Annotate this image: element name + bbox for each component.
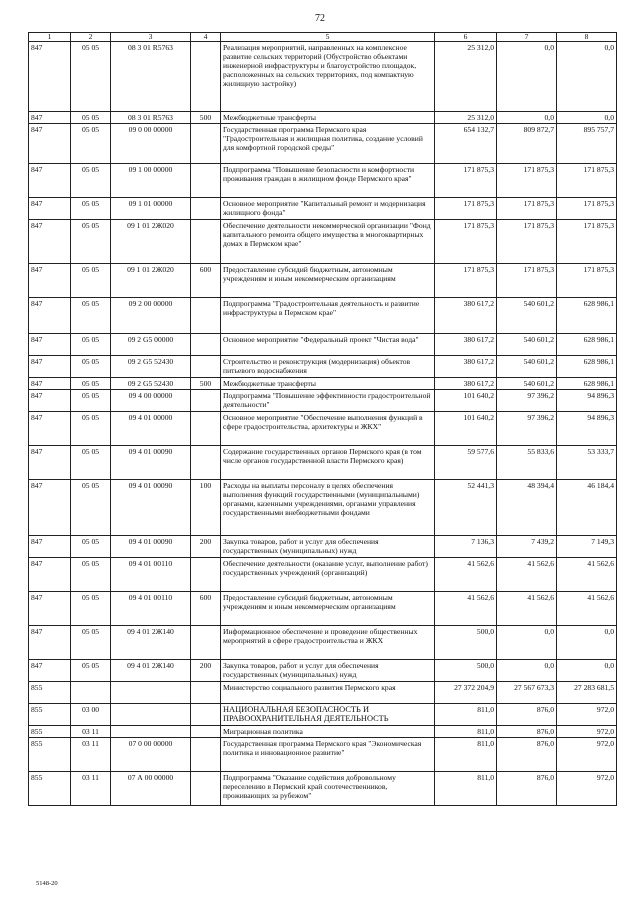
cell-admin-code: 847 <box>29 446 71 480</box>
cell-description: Межбюджетные трансферты <box>221 112 435 124</box>
table-row <box>29 390 617 412</box>
cell-expense-type: 600 <box>191 592 221 626</box>
cell-amount-year1: 380 617,2 <box>435 334 497 356</box>
column-header-7: 7 <box>497 33 557 42</box>
cell-expense-type <box>191 772 221 806</box>
cell-amount-year2: 171 875,3 <box>497 220 557 264</box>
cell-amount-year3: 171 875,3 <box>557 164 617 198</box>
cell-target-article: 09 4 00 00000 <box>111 390 191 412</box>
cell-amount-year3: 0,0 <box>557 42 617 112</box>
table-row <box>29 626 617 660</box>
cell-expense-type: 600 <box>191 264 221 298</box>
cell-amount-year3: 972,0 <box>557 772 617 806</box>
cell-amount-year1: 171 875,3 <box>435 164 497 198</box>
cell-amount-year3: 628 986,1 <box>557 334 617 356</box>
cell-amount-year3: 171 875,3 <box>557 264 617 298</box>
cell-amount-year1: 27 372 204,9 <box>435 682 497 704</box>
cell-section-code: 05 05 <box>71 356 111 378</box>
cell-target-article: 08 3 01 R5763 <box>111 112 191 124</box>
cell-expense-type: 500 <box>191 112 221 124</box>
cell-amount-year1: 41 562,6 <box>435 592 497 626</box>
cell-description: Миграционная политика <box>221 726 435 738</box>
cell-section-code: 05 05 <box>71 264 111 298</box>
cell-amount-year3: 171 875,3 <box>557 220 617 264</box>
table-row <box>29 704 617 726</box>
cell-target-article: 09 4 01 2Ж140 <box>111 660 191 682</box>
cell-amount-year3: 0,0 <box>557 626 617 660</box>
table-row <box>29 264 617 298</box>
cell-amount-year1: 380 617,2 <box>435 356 497 378</box>
table-row <box>29 480 617 536</box>
table-row <box>29 298 617 334</box>
cell-admin-code: 847 <box>29 112 71 124</box>
cell-admin-code: 855 <box>29 704 71 726</box>
cell-target-article: 09 1 01 2Ж020 <box>111 220 191 264</box>
cell-amount-year3: 41 562,6 <box>557 592 617 626</box>
cell-target-article: 09 4 01 2Ж140 <box>111 626 191 660</box>
cell-target-article: 09 4 01 00110 <box>111 558 191 592</box>
cell-amount-year2: 171 875,3 <box>497 164 557 198</box>
cell-expense-type <box>191 42 221 112</box>
cell-description: Предоставление субсидий бюджетным, автономным учреждениям и иным некоммерческим организациям <box>221 592 435 626</box>
cell-description: Основное мероприятие "Капитальный ремонт и модернизация жилищного фонда" <box>221 198 435 220</box>
cell-amount-year1: 811,0 <box>435 704 497 726</box>
table-row <box>29 198 617 220</box>
cell-expense-type <box>191 412 221 446</box>
cell-amount-year1: 500,0 <box>435 626 497 660</box>
table-row <box>29 378 617 390</box>
cell-section-code: 05 05 <box>71 660 111 682</box>
cell-amount-year1: 500,0 <box>435 660 497 682</box>
cell-target-article: 09 4 01 00000 <box>111 412 191 446</box>
cell-expense-type <box>191 446 221 480</box>
table-row <box>29 220 617 264</box>
cell-section-code: 05 05 <box>71 592 111 626</box>
cell-target-article: 09 2 G5 52430 <box>111 356 191 378</box>
cell-target-article: 09 4 01 00090 <box>111 536 191 558</box>
cell-admin-code: 847 <box>29 592 71 626</box>
cell-amount-year2: 876,0 <box>497 772 557 806</box>
cell-amount-year2: 0,0 <box>497 112 557 124</box>
cell-expense-type <box>191 164 221 198</box>
column-header-1: 1 <box>29 33 71 42</box>
cell-expense-type: 100 <box>191 480 221 536</box>
cell-amount-year1: 811,0 <box>435 726 497 738</box>
cell-admin-code: 847 <box>29 480 71 536</box>
cell-amount-year2: 41 562,6 <box>497 558 557 592</box>
cell-expense-type <box>191 704 221 726</box>
cell-amount-year1: 811,0 <box>435 772 497 806</box>
cell-amount-year3: 972,0 <box>557 738 617 772</box>
table-row <box>29 772 617 806</box>
table-row <box>29 164 617 198</box>
cell-expense-type <box>191 356 221 378</box>
cell-description: Подпрограмма "Оказание содействия добровольному переселению в Пермский край соотечественников, проживающих за рубежом" <box>221 772 435 806</box>
cell-admin-code: 847 <box>29 660 71 682</box>
table-row <box>29 446 617 480</box>
cell-admin-code: 847 <box>29 220 71 264</box>
cell-description: Государственная программа Пермского края "Градостроительная и жилищная политика, создание условий для комфортной городской среды" <box>221 124 435 164</box>
cell-amount-year3: 46 184,4 <box>557 480 617 536</box>
cell-amount-year1: 52 441,3 <box>435 480 497 536</box>
cell-expense-type <box>191 726 221 738</box>
cell-description: Расходы на выплаты персоналу в целях обеспечения выполнения функций государственными (муниципальными) органами, казенными учреждениями, органами управления государственными внебюджетными фондами <box>221 480 435 536</box>
column-header-4: 4 <box>191 33 221 42</box>
cell-admin-code: 855 <box>29 726 71 738</box>
cell-admin-code: 847 <box>29 164 71 198</box>
cell-admin-code: 847 <box>29 412 71 446</box>
cell-target-article: 09 0 00 00000 <box>111 124 191 164</box>
cell-description: НАЦИОНАЛЬНАЯ БЕЗОПАСНОСТЬ И ПРАВООХРАНИТЕЛЬНАЯ ДЕЯТЕЛЬНОСТЬ <box>221 704 435 726</box>
cell-amount-year2: 171 875,3 <box>497 264 557 298</box>
cell-section-code: 05 05 <box>71 164 111 198</box>
cell-amount-year2: 0,0 <box>497 626 557 660</box>
table-row <box>29 592 617 626</box>
cell-description: Подпрограмма "Повышение безопасности и комфортности проживания граждан в жилищном фонде Пермского края" <box>221 164 435 198</box>
cell-amount-year2: 27 567 673,3 <box>497 682 557 704</box>
cell-expense-type <box>191 626 221 660</box>
cell-amount-year2: 7 439,2 <box>497 536 557 558</box>
cell-amount-year3: 628 986,1 <box>557 378 617 390</box>
cell-amount-year3: 628 986,1 <box>557 356 617 378</box>
cell-section-code: 05 05 <box>71 112 111 124</box>
table-row <box>29 112 617 124</box>
cell-admin-code: 847 <box>29 356 71 378</box>
cell-amount-year1: 25 312,0 <box>435 112 497 124</box>
cell-description: Подпрограмма "Повышение эффективности градостроительной деятельности" <box>221 390 435 412</box>
cell-amount-year1: 101 640,2 <box>435 412 497 446</box>
cell-admin-code: 855 <box>29 682 71 704</box>
cell-section-code: 05 05 <box>71 480 111 536</box>
cell-description: Основное мероприятие "Федеральный проект "Чистая вода" <box>221 334 435 356</box>
cell-expense-type: 200 <box>191 536 221 558</box>
column-header-2: 2 <box>71 33 111 42</box>
cell-target-article <box>111 726 191 738</box>
cell-expense-type <box>191 334 221 356</box>
cell-amount-year2: 48 394,4 <box>497 480 557 536</box>
cell-target-article: 09 4 01 00090 <box>111 446 191 480</box>
cell-amount-year3: 972,0 <box>557 726 617 738</box>
cell-amount-year2: 540 601,2 <box>497 356 557 378</box>
cell-admin-code: 847 <box>29 264 71 298</box>
cell-amount-year2: 876,0 <box>497 738 557 772</box>
cell-section-code: 05 05 <box>71 124 111 164</box>
table-row <box>29 536 617 558</box>
cell-amount-year1: 811,0 <box>435 738 497 772</box>
cell-expense-type <box>191 124 221 164</box>
cell-amount-year3: 0,0 <box>557 660 617 682</box>
cell-admin-code: 855 <box>29 738 71 772</box>
cell-amount-year2: 171 875,3 <box>497 198 557 220</box>
column-header-3: 3 <box>111 33 191 42</box>
cell-description: Государственная программа Пермского края "Экономическая политика и инновационное развитие" <box>221 738 435 772</box>
cell-expense-type: 200 <box>191 660 221 682</box>
cell-expense-type <box>191 220 221 264</box>
cell-amount-year3: 628 986,1 <box>557 298 617 334</box>
cell-admin-code: 847 <box>29 626 71 660</box>
cell-amount-year1: 41 562,6 <box>435 558 497 592</box>
cell-amount-year1: 171 875,3 <box>435 198 497 220</box>
cell-section-code: 05 05 <box>71 334 111 356</box>
cell-amount-year1: 7 136,3 <box>435 536 497 558</box>
cell-target-article: 09 4 01 00110 <box>111 592 191 626</box>
cell-amount-year2: 540 601,2 <box>497 298 557 334</box>
table-row <box>29 124 617 164</box>
cell-description: Межбюджетные трансферты <box>221 378 435 390</box>
table-row <box>29 660 617 682</box>
cell-description: Закупка товаров, работ и услуг для обеспечения государственных (муниципальных) нужд <box>221 660 435 682</box>
cell-amount-year1: 654 132,7 <box>435 124 497 164</box>
cell-section-code: 05 05 <box>71 198 111 220</box>
table-row <box>29 42 617 112</box>
cell-section-code <box>71 682 111 704</box>
cell-admin-code: 847 <box>29 558 71 592</box>
cell-description: Министерство социального развития Пермского края <box>221 682 435 704</box>
cell-amount-year3: 895 757,7 <box>557 124 617 164</box>
cell-expense-type <box>191 738 221 772</box>
cell-target-article <box>111 682 191 704</box>
cell-section-code: 05 05 <box>71 378 111 390</box>
table-row <box>29 558 617 592</box>
cell-expense-type <box>191 198 221 220</box>
cell-description: Подпрограмма "Градостроительная деятельность и развитие инфраструктуры в Пермском крае" <box>221 298 435 334</box>
cell-section-code: 03 11 <box>71 726 111 738</box>
cell-amount-year3: 94 896,3 <box>557 390 617 412</box>
cell-expense-type: 500 <box>191 378 221 390</box>
cell-section-code: 05 05 <box>71 558 111 592</box>
cell-admin-code: 855 <box>29 772 71 806</box>
cell-admin-code: 847 <box>29 298 71 334</box>
cell-amount-year1: 101 640,2 <box>435 390 497 412</box>
cell-description: Реализация мероприятий, направленных на комплексное развитие сельских территорий (Обустройство объектами инженерной инфраструктуры и благоустройство площадок, расположенных на сельских территориях, под компактную жилищную застройку) <box>221 42 435 112</box>
cell-section-code: 05 05 <box>71 220 111 264</box>
cell-section-code: 05 05 <box>71 390 111 412</box>
cell-section-code: 05 05 <box>71 412 111 446</box>
table-row <box>29 738 617 772</box>
table-row <box>29 726 617 738</box>
cell-admin-code: 847 <box>29 378 71 390</box>
cell-expense-type <box>191 298 221 334</box>
cell-amount-year2: 0,0 <box>497 660 557 682</box>
cell-description: Основное мероприятие "Обеспечение выполнения функций в сфере градостроительства, архитектуры и ЖКХ" <box>221 412 435 446</box>
cell-amount-year2: 876,0 <box>497 704 557 726</box>
cell-description: Обеспечение деятельности некоммерческой организации "Фонд капитального ремонта общего имущества в многоквартирных домах в Пермском крае" <box>221 220 435 264</box>
cell-description: Обеспечение деятельности (оказание услуг, выполнение работ) государственных учреждений (организаций) <box>221 558 435 592</box>
cell-description: Строительство и реконструкция (модернизация) объектов питьевого водоснабжения <box>221 356 435 378</box>
cell-amount-year2: 540 601,2 <box>497 334 557 356</box>
budget-table <box>28 32 617 806</box>
cell-description: Содержание государственных органов Пермского края (в том числе органов государственной власти Пермского края) <box>221 446 435 480</box>
cell-expense-type <box>191 558 221 592</box>
cell-amount-year1: 380 617,2 <box>435 298 497 334</box>
cell-amount-year2: 41 562,6 <box>497 592 557 626</box>
cell-section-code: 03 00 <box>71 704 111 726</box>
cell-expense-type <box>191 390 221 412</box>
cell-section-code: 05 05 <box>71 446 111 480</box>
cell-target-article: 09 1 01 2Ж020 <box>111 264 191 298</box>
cell-description: Закупка товаров, работ и услуг для обеспечения государственных (муниципальных) нужд <box>221 536 435 558</box>
cell-target-article: 09 2 00 00000 <box>111 298 191 334</box>
cell-admin-code: 847 <box>29 334 71 356</box>
cell-amount-year3: 27 283 681,5 <box>557 682 617 704</box>
cell-amount-year2: 876,0 <box>497 726 557 738</box>
cell-amount-year2: 0,0 <box>497 42 557 112</box>
cell-section-code: 03 11 <box>71 738 111 772</box>
cell-target-article: 09 1 00 00000 <box>111 164 191 198</box>
cell-target-article: 07 0 00 00000 <box>111 738 191 772</box>
cell-amount-year1: 59 577,6 <box>435 446 497 480</box>
cell-target-article: 09 2 G5 52430 <box>111 378 191 390</box>
cell-amount-year3: 972,0 <box>557 704 617 726</box>
table-body <box>29 42 617 806</box>
cell-admin-code: 847 <box>29 536 71 558</box>
page-number: 72 <box>315 13 325 24</box>
cell-section-code: 03 11 <box>71 772 111 806</box>
cell-amount-year3: 94 896,3 <box>557 412 617 446</box>
cell-description: Предоставление субсидий бюджетным, автономным учреждениям и иным некоммерческим организациям <box>221 264 435 298</box>
column-header-6: 6 <box>435 33 497 42</box>
cell-admin-code: 847 <box>29 124 71 164</box>
cell-admin-code: 847 <box>29 42 71 112</box>
cell-description: Информационное обеспечение и проведение общественных мероприятий в сфере градостроительства и ЖКХ <box>221 626 435 660</box>
header-row <box>29 33 617 42</box>
cell-amount-year2: 540 601,2 <box>497 378 557 390</box>
cell-amount-year1: 380 617,2 <box>435 378 497 390</box>
cell-amount-year3: 41 562,6 <box>557 558 617 592</box>
cell-section-code: 05 05 <box>71 298 111 334</box>
cell-section-code: 05 05 <box>71 626 111 660</box>
cell-amount-year2: 809 872,7 <box>497 124 557 164</box>
cell-target-article <box>111 704 191 726</box>
cell-section-code: 05 05 <box>71 536 111 558</box>
cell-amount-year1: 171 875,3 <box>435 220 497 264</box>
cell-target-article: 09 2 G5 00000 <box>111 334 191 356</box>
cell-amount-year2: 55 833,6 <box>497 446 557 480</box>
cell-amount-year3: 7 149,3 <box>557 536 617 558</box>
cell-amount-year2: 97 396,2 <box>497 412 557 446</box>
table-row <box>29 334 617 356</box>
column-header-8: 8 <box>557 33 617 42</box>
cell-target-article: 08 3 01 R5763 <box>111 42 191 112</box>
cell-admin-code: 847 <box>29 198 71 220</box>
column-header-5: 5 <box>221 33 435 42</box>
cell-expense-type <box>191 682 221 704</box>
cell-target-article: 07 А 00 00000 <box>111 772 191 806</box>
cell-amount-year3: 53 333,7 <box>557 446 617 480</box>
cell-amount-year1: 171 875,3 <box>435 264 497 298</box>
table-row <box>29 412 617 446</box>
cell-amount-year3: 171 875,3 <box>557 198 617 220</box>
table-row <box>29 682 617 704</box>
cell-amount-year2: 97 396,2 <box>497 390 557 412</box>
cell-amount-year3: 0,0 <box>557 112 617 124</box>
cell-amount-year1: 25 312,0 <box>435 42 497 112</box>
cell-target-article: 09 1 01 00000 <box>111 198 191 220</box>
cell-target-article: 09 4 01 00090 <box>111 480 191 536</box>
cell-section-code: 05 05 <box>71 42 111 112</box>
footer-code: 5148-20 <box>36 880 58 887</box>
table-row <box>29 356 617 378</box>
cell-admin-code: 847 <box>29 390 71 412</box>
